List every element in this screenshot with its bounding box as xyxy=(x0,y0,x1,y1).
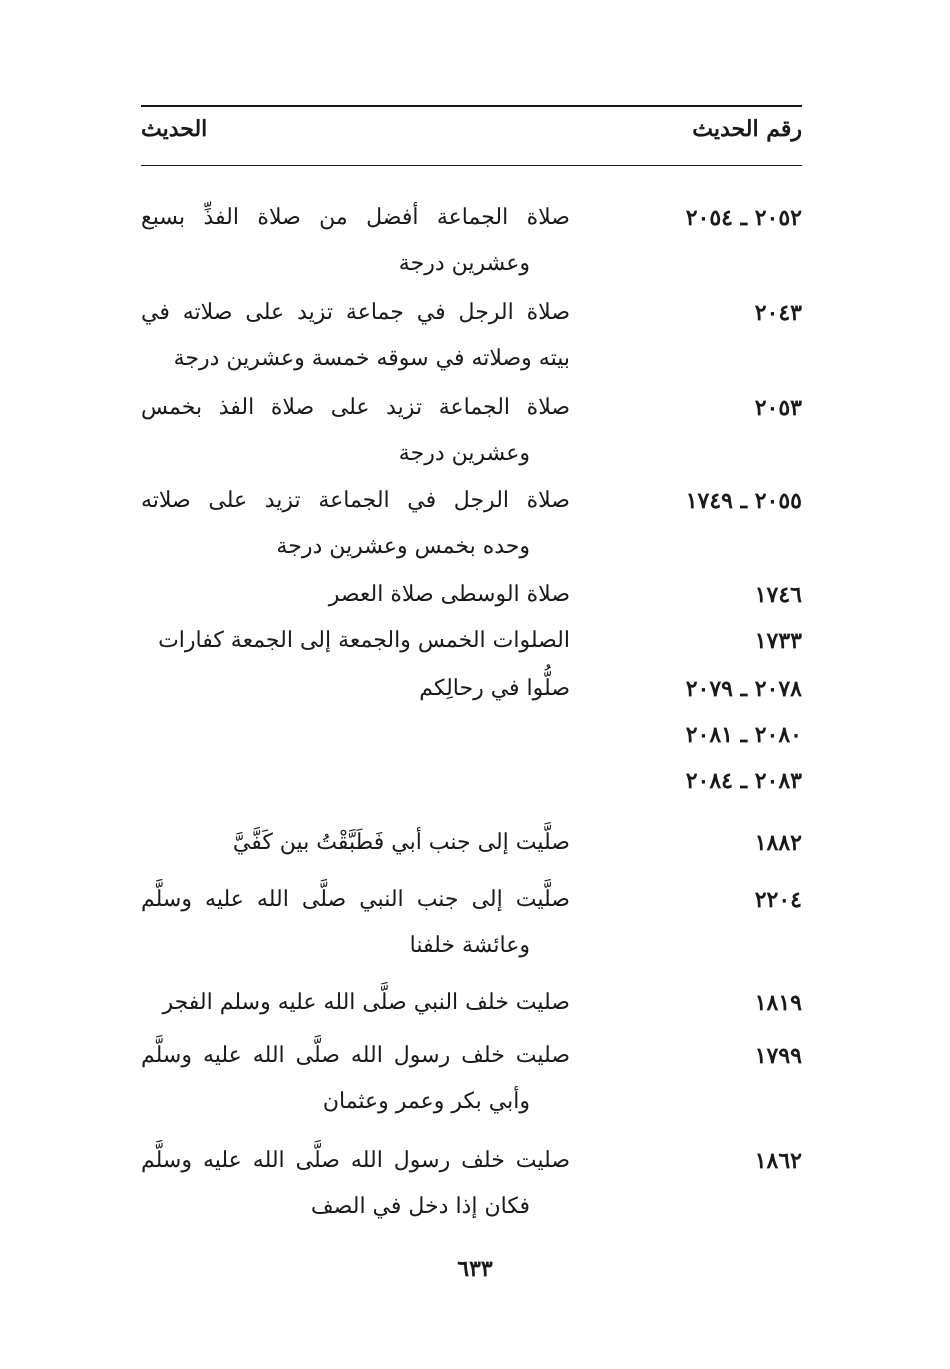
hadith-number: ١٧٣٣ xyxy=(754,628,802,654)
hadith-text xyxy=(141,1138,570,1230)
hadith-number: ١٨٨٢ xyxy=(754,830,802,856)
hadith-text-line: الصلوات الخمس والجمعة إلى الجمعة كفارات xyxy=(158,628,570,653)
hadith-text-line: صلَّيت إلى جنب أبي فَطَبَّقْتُ بين كَفَّيَّ xyxy=(232,830,570,855)
hadith-number: ٢٠٨٠ ـ ٢٠٨١ xyxy=(685,722,802,748)
hadith-text-line: وعشرين درجة xyxy=(398,441,530,466)
hadith-text-line: بيته وصلاته في سوقه خمسة وعشرين درجة xyxy=(173,346,570,371)
page-number: ٦٣٣ xyxy=(457,1256,493,1282)
hadith-text xyxy=(141,980,570,1026)
hadith-text-line: صلاة الوسطى صلاة العصر xyxy=(328,582,570,607)
hadith-text-line: صلاة الرجل في جماعة تزيد على صلاته في xyxy=(141,300,570,325)
hadith-number: ٢٠٨٣ ـ ٢٠٨٤ xyxy=(685,768,802,794)
hadith-number: ٢٠٥٥ ـ ١٧٤٩ xyxy=(685,488,802,514)
hadith-number: ١٨١٩ xyxy=(754,990,802,1016)
hadith-text-line: وحده بخمس وعشرين درجة xyxy=(276,534,530,559)
hadith-text-line: فكان إذا دخل في الصف xyxy=(310,1194,530,1219)
hadith-number: ١٧٤٦ xyxy=(754,582,802,608)
hadith-text xyxy=(141,618,570,664)
hadith-number: ٢٠٥٢ ـ ٢٠٥٤ xyxy=(685,205,802,231)
number-column-header: رقم الحديث xyxy=(692,116,802,142)
hadith-number: ٢٢٠٤ xyxy=(754,887,802,913)
hadith-text-line: صلَّيت إلى جنب النبي صلَّى الله عليه وسلَّم xyxy=(141,887,570,912)
hadith-text-line: صلاة الرجل في الجماعة تزيد على صلاته xyxy=(141,488,570,513)
hadith-text-line: صليت خلف رسول الله صلَّى الله عليه وسلَّم xyxy=(141,1148,570,1173)
hadith-number: ١٧٩٩ xyxy=(754,1043,802,1069)
hadith-text-line: صلاة الجماعة تزيد على صلاة الفذ بخمس xyxy=(141,395,570,420)
hadith-text-line: وعائشة خلفنا xyxy=(409,933,530,958)
hadith-text-line: وأبي بكر وعمر وعثمان xyxy=(322,1089,530,1114)
hadith-text-line: وعشرين درجة xyxy=(398,251,530,276)
hadith-text xyxy=(141,1033,570,1125)
hadith-text xyxy=(141,195,570,287)
hadith-text xyxy=(141,572,570,618)
hadith-text xyxy=(141,666,570,712)
hadith-number: ٢٠٥٣ xyxy=(754,395,802,421)
hadith-text-line: صلُّوا في رحالِكم xyxy=(419,676,570,701)
hadith-text xyxy=(141,877,570,969)
hadith-text-line: صليت خلف النبي صلَّى الله عليه وسلم الفجر xyxy=(162,990,570,1015)
hadith-number: ١٨٦٢ xyxy=(754,1148,802,1174)
hadith-text xyxy=(141,820,570,866)
hadith-text xyxy=(141,478,570,570)
hadith-text-line: صليت خلف رسول الله صلَّى الله عليه وسلَّم xyxy=(141,1043,570,1068)
hadith-number: ٢٠٧٨ ـ ٢٠٧٩ xyxy=(685,676,802,702)
hadith-number: ٢٠٤٣ xyxy=(754,300,802,326)
text-column-header: الحديث xyxy=(141,116,208,142)
hadith-text xyxy=(141,385,570,477)
hadith-text xyxy=(141,290,570,382)
hadith-text-line: صلاة الجماعة أفضل من صلاة الفذِّ بسبع xyxy=(141,205,570,230)
